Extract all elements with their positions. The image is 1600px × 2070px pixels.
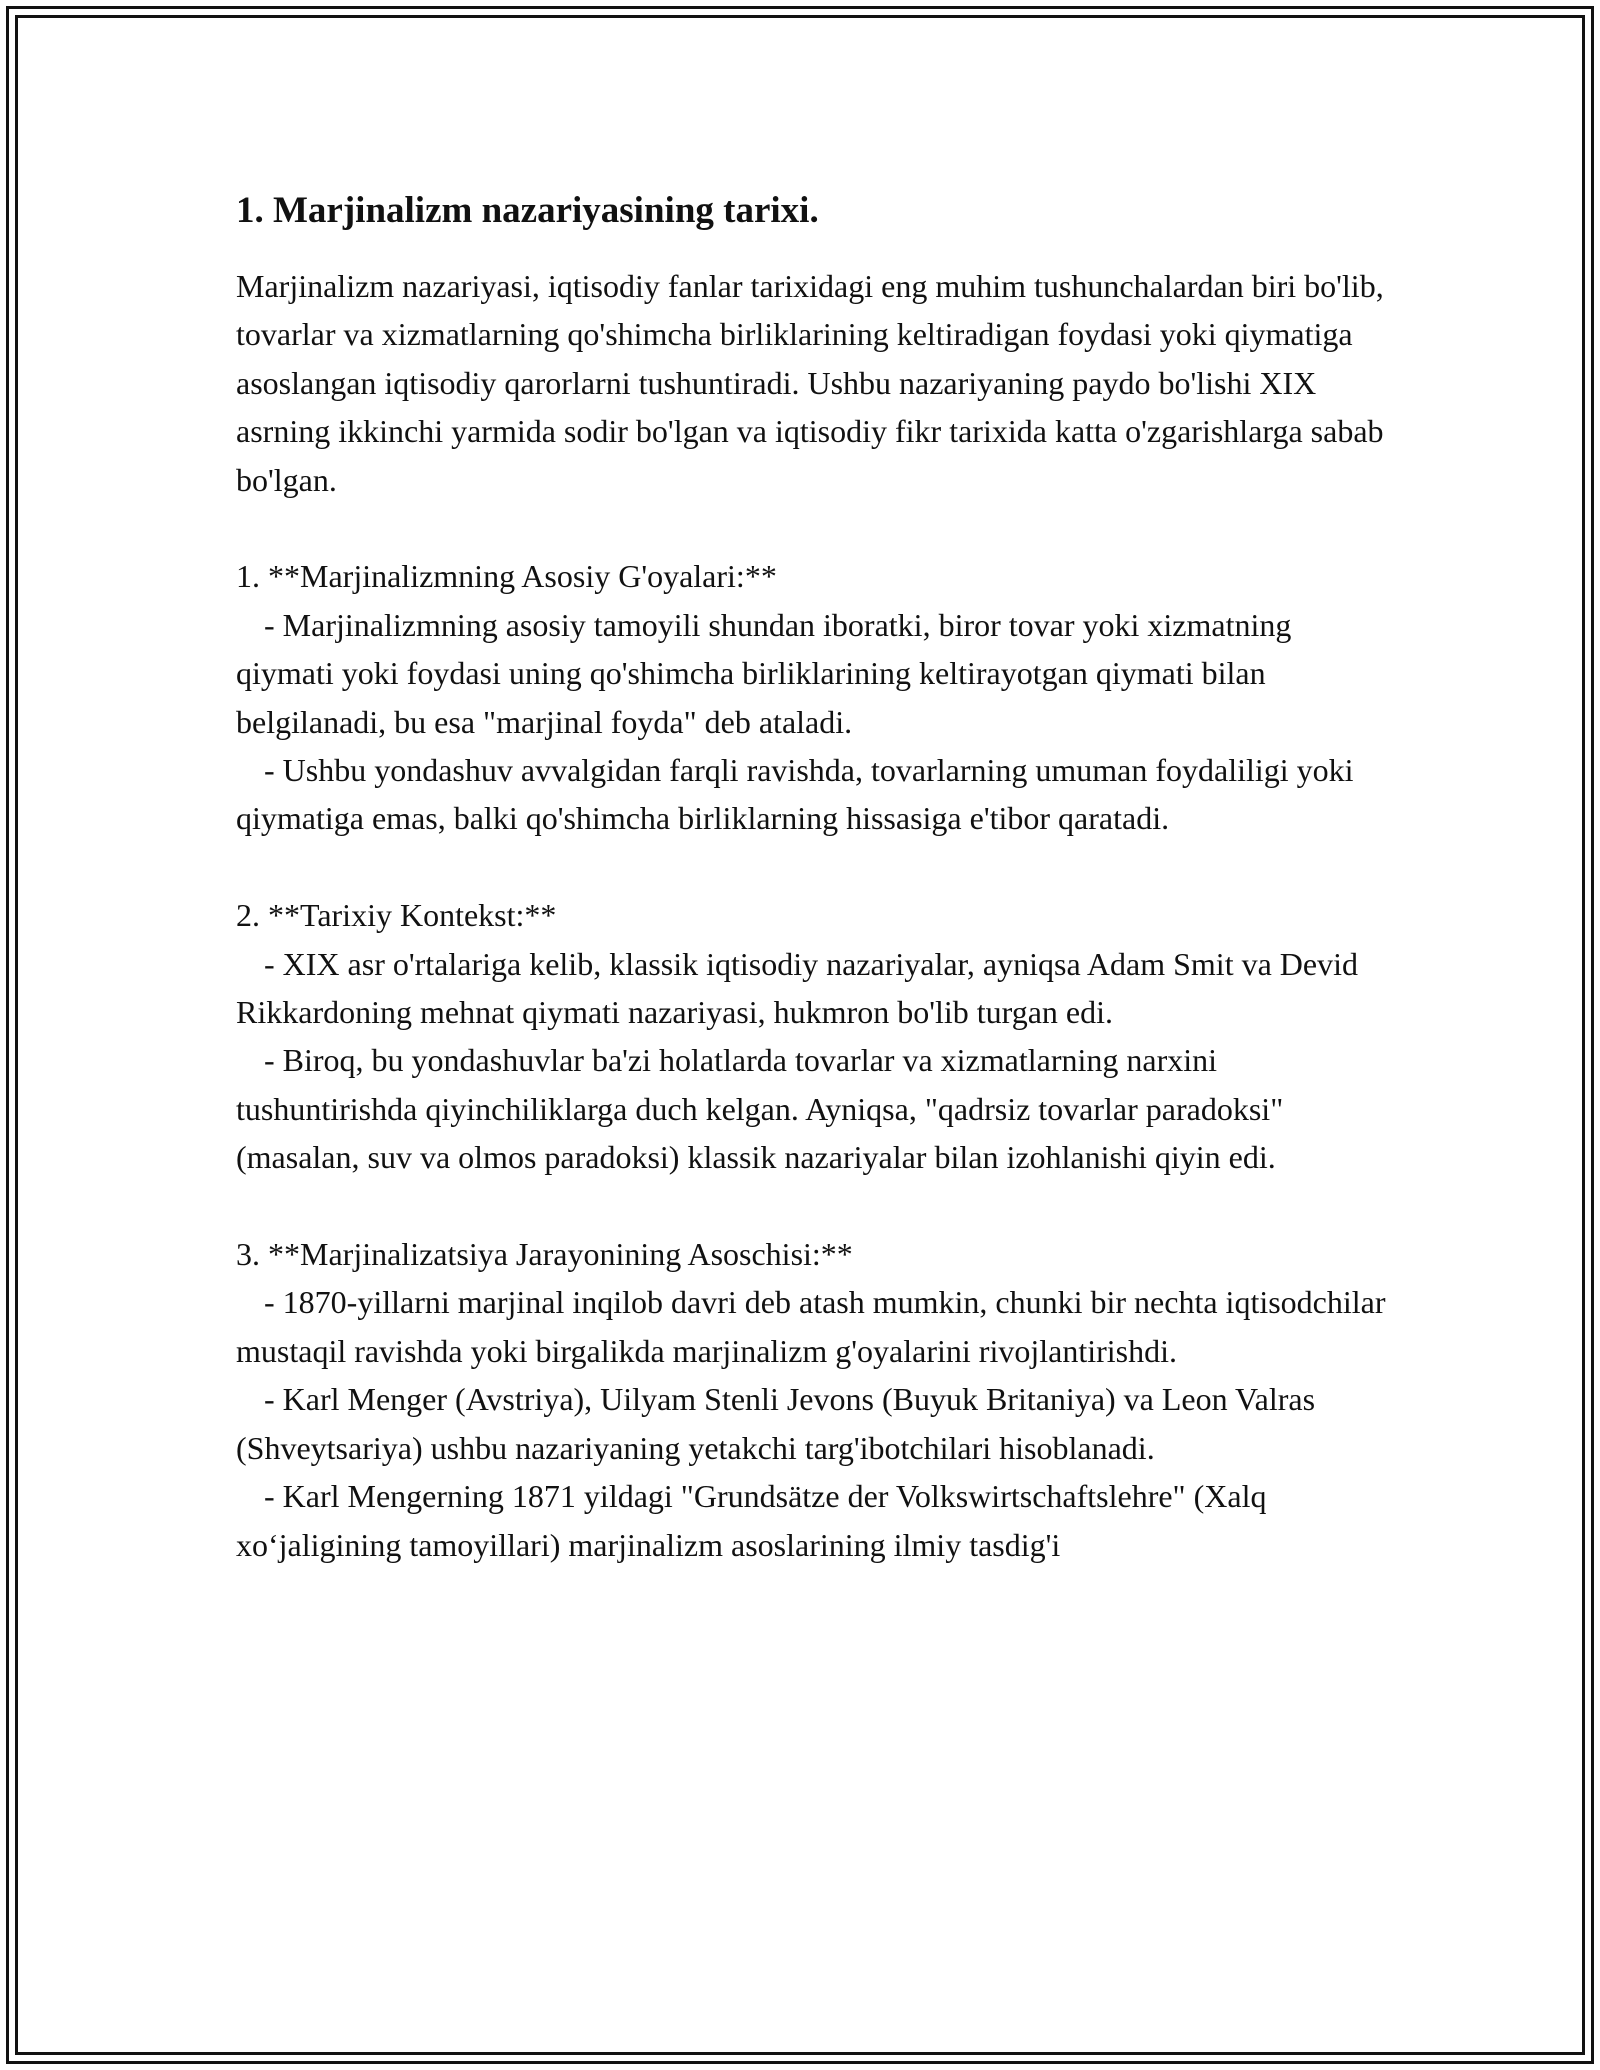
document-title: 1. Marjinalizm nazariyasining tarixi. (236, 190, 819, 231)
list-item: - 1870-yillarni marjinal inqilob davri deb atash mumkin, chunki bir nechta iqtisodchilar mustaqil ravishda yoki birgalikda marjinalizm g'oyalarini rivojlantirishdi. (236, 1284, 1386, 1369)
list-item: - Karl Menger (Avstriya), Uilyam Stenli Jevons (Buyuk Britaniya) va Leon Valras (Shveytsariya) ushbu nazariyaning yetakchi targ'ibotchilari hisoblanadi. (236, 1381, 1316, 1466)
section-heading: 3. **Marjinalizatsiya Jarayonining Asoschisi:** (236, 1236, 853, 1273)
list-item: - Biroq, bu yondashuvlar ba'zi holatlarda tovarlar va xizmatlarning narxini tushuntirishda qiyinchiliklarga duch kelgan. Ayniqsa, "qadrsiz tovarlar paradoksi" (masalan, suv va olmos paradoksi) klassik nazariyalar bilan izohlanishi qiyin edi. (236, 1042, 1284, 1176)
section-heading: 2. **Tarixiy Kontekst:** (236, 897, 557, 934)
spacer (236, 504, 1386, 552)
list-item: - Ushbu yondashuv avvalgidan farqli ravishda, tovarlarning umuman foydaliligi yoki qiymatiga emas, balki qo'shimcha birliklarning hissasiga e'tibor qaratadi. (236, 752, 1354, 837)
intro-paragraph: Marjinalizm nazariyasi, iqtisodiy fanlar tarixidagi eng muhim tushunchalardan biri bo'lib, tovarlar va xizmatlarning qo'shimcha birliklarining keltiradigan foydasi yoki qiymatiga asoslangan iqtisodiy qarorlarni tushuntiradi. Ushbu nazariyaning paydo bo'lishi XIX asrning ikkinchi yarmida sodir bo'lgan va iqtisodiy fikr tarixida katta o'zgarishlarga sabab bo'lgan. (236, 268, 1392, 498)
document-body (236, 186, 1392, 1569)
section-1 (236, 552, 1386, 842)
spacer (236, 843, 1386, 891)
section-3 (236, 1230, 1386, 1569)
section-2 (236, 891, 1386, 1181)
spacer (236, 1182, 1386, 1230)
list-item: - XIX asr o'rtalariga kelib, klassik iqtisodiy nazariyalar, ayniqsa Adam Smit va Devid Rikkardoning mehnat qiymati nazariyasi, hukmron bo'lib turgan edi. (236, 945, 1358, 1031)
list-item: - Marjinalizmning asosiy tamoyili shundan iboratki, biror tovar yoki xizmatning qiymati yoki foydasi uning qo'shimcha birliklarining keltirayotgan qiymati bilan belgilanadi, bu esa "marjinal foyda" deb ataladi. (236, 606, 1292, 740)
section-heading: 1. **Marjinalizmning Asosiy G'oyalari:** (236, 558, 777, 595)
list-item: - Karl Mengerning 1871 yildagi "Grundsätze der Volkswirtschaftslehre" (Xalq xo‘jaligining tamoyillari) marjinalizm asoslarining ilmiy tasdig'i (236, 1478, 1267, 1563)
